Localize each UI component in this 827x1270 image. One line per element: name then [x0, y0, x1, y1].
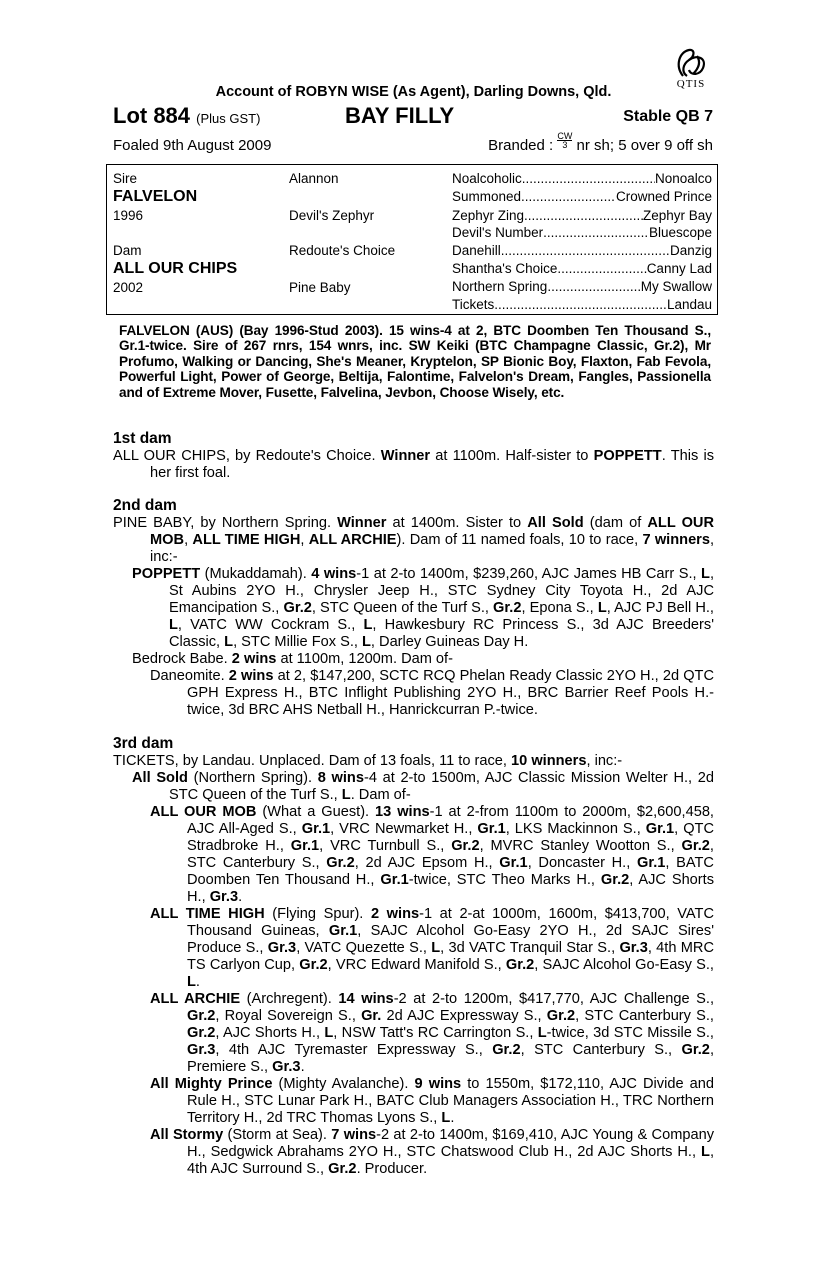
ancestor-row: Devil's Number ..... Bluescope [452, 225, 712, 240]
second-dam-text [113, 515, 714, 719]
produce-all-time-high: ALL TIME HIGH (Flying Spur). 2 wins-1 at 2-at 1000m, 1600m, $413,700, VATC Thousand Guineas, Gr.1, SAJC Alcohol Go-Easy 2YO H., 2d SAJC Sires' Produce S., Gr.3, VATC Quezette S., L, 3d VATC Tranquil Star S., Gr.3, 4th MRC TS Carlyon Cup, Gr.2, VRC Edward Manifold S., Gr.2, SAJC Alcohol Go-Easy S., L. [150, 906, 714, 990]
first-dam-line: ALL OUR CHIPS, by Redoute's Choice. Winner at 1100m. Half-sister to POPPETT. This is her first foal. [113, 448, 714, 481]
branded-label: Branded : [488, 137, 554, 154]
sire-summary: FALVELON (AUS) (Bay 1996-Stud 2003). 15 wins-4 at 2, BTC Doomben Ten Thousand S., Gr.1-twice. Sire of 267 rnrs, 154 wnrs, inc. SW Keiki (BTC Champagne Classic, Gr.2), Mr Profumo, Walking or Dancing, She's Meaner, Kryptelon, SP Bionic Boy, Flaxton, Fab Fevola, Powerful Light, Power of George, Beltija, Falontime, Falvelon's Dream, Fangles, Passionella and of Extreme Mover, Fusette, Falvelina, Jevbon, Choose Wisely, etc. [119, 323, 711, 400]
produce-all-sold: All Sold (Northern Spring). 8 wins-4 at 2-to 1500m, AJC Classic Mission Welter H., 2d STC Queen of the Turf S., L. Dam of- [132, 770, 715, 803]
gst-note: (Plus GST) [196, 111, 261, 126]
produce-all-archie: ALL ARCHIE (Archregent). 14 wins-2 at 2-to 1200m, $417,770, AJC Challenge S., Gr.2, Royal Sovereign S., Gr. 2d AJC Expressway S., Gr.2, STC Canterbury S., Gr.2, AJC Shorts H., L, NSW Tatt's RC Carrington S., L-twice, 3d STC Missile S., Gr.3, 4th AJC Tyremaster Expressway S., Gr.2, STC Canterbury S., Gr.2, Premiere S., Gr.3. [150, 991, 714, 1075]
ancestor-row: Summoned ..... Crowned Prince [452, 189, 712, 204]
produce-daneomite: Daneomite. 2 wins at 2, $147,200, SCTC RCQ Phelan Ready Classic 2YO H., 2d QTC GPH Express H., BTC Inflight Publishing 2YO H., BRC Barrier Reef Pools H.-twice, 3d BRC AHS Netball H., Hanrickcurran P.-twice. [150, 668, 714, 718]
sire-sire: Alannon [289, 171, 339, 186]
brand-mark-bottom: 3 [562, 140, 568, 150]
ancestor-row: Shantha's Choice ..... Canny Lad [452, 261, 712, 276]
pedigree-table [106, 164, 718, 315]
produce-poppett: POPPETT (Mukaddamah). 4 wins-1 at 2-to 1400m, $239,260, AJC James HB Carr S., L, St Aubins 2YO H., Chrysler Jeep H., STC Sydney City Toyota H., 2d AJC Emancipation S., Gr.2, STC Queen of the Turf S., Gr.2, Epona S., L, AJC PJ Bell H., L, VATC WW Cockram S., L, Hawkesbury RC Princess S., 3d AJC Breeders' Classic, L, STC Millie Fox S., L, Darley Guineas Day H. [132, 566, 714, 650]
dam-label: Dam [113, 243, 142, 258]
produce-all-stormy: All Stormy (Storm at Sea). 7 wins-2 at 2-to 1400m, $169,410, AJC Young & Company H., Sedgwick Abrahams 2YO H., STC Chatswood Club H., 2d AJC Shorts H., L, 4th AJC Surround S., Gr.2. Producer. [150, 1127, 714, 1177]
dam-sire: Redoute's Choice [289, 243, 396, 258]
sire-name: FALVELON [113, 188, 198, 205]
brand-mark [557, 132, 572, 149]
first-dam-heading: 1st dam [113, 430, 172, 447]
qtis-emblem-icon [673, 46, 709, 80]
lot-number [113, 103, 260, 129]
third-dam-intro: TICKETS, by Landau. Unplaced. Dam of 13 foals, 11 to race, 10 winners, inc:- [113, 753, 623, 769]
sire-year: 1996 [113, 208, 144, 223]
third-dam-heading: 3rd dam [113, 735, 174, 752]
horse-title: BAY FILLY [345, 103, 455, 128]
ancestor-row: Northern Spring ..... My Swallow [452, 279, 712, 294]
stable-code: Stable QB 7 [623, 108, 713, 125]
sire-label: Sire [113, 171, 138, 186]
dam-dam: Pine Baby [289, 280, 351, 295]
third-dam-text [113, 753, 714, 1178]
produce-bedrock-babe: Bedrock Babe. 2 wins at 1100m, 1200m. Dam of- [132, 651, 453, 667]
foaled-date: Foaled 9th August 2009 [113, 137, 272, 154]
ancestor-row: Danehill ..... Danzig [452, 243, 712, 258]
qtis-logo-text: QTIS [676, 78, 706, 90]
lot-label: Lot 884 [113, 103, 191, 128]
branded-rest: nr sh; 5 over 9 off sh [576, 137, 713, 154]
brand-mark-top: CW [557, 131, 573, 141]
vendor-account: Account of ROBYN WISE (As Agent), Darling Downs, Qld. [215, 84, 612, 100]
second-dam-heading: 2nd dam [113, 497, 177, 514]
ancestor-row: Noalcoholic ..... Nonoalco [452, 171, 712, 186]
produce-all-mighty-prince: All Mighty Prince (Mighty Avalanche). 9 wins to 1550m, $172,110, AJC Divide and Rule H., STC Lunar Park H., BATC Club Managers Association H., TRC Northern Territory H., 2d TRC Thomas Lyons S., L. [150, 1076, 715, 1126]
dam-name: ALL OUR CHIPS [113, 260, 238, 277]
first-dam-text [113, 448, 714, 482]
sire-dam: Devil's Zephyr [289, 208, 375, 223]
second-dam-intro: PINE BABY, by Northern Spring. Winner at 1400m. Sister to All Sold (dam of ALL OUR MOB, ALL TIME HIGH, ALL ARCHIE). Dam of 11 named foals, 10 to race, 7 winners, inc:- [113, 515, 715, 565]
ancestor-row: Zephyr Zing ..... Zephyr Bay [452, 208, 712, 223]
brand-description [488, 131, 713, 154]
produce-all-our-mob: ALL OUR MOB (What a Guest). 13 wins-1 at 2-from 1100m to 2000m, $2,600,458, AJC All-Aged S., Gr.1, VRC Newmarket H., Gr.1, LKS Mackinnon S., Gr.1, QTC Stradbroke H., Gr.1, VRC Turnbull S., Gr.2, MVRC Stanley Wootton S., Gr.2, STC Canterbury S., Gr.2, 2d AJC Epsom H., Gr.1, Doncaster H., Gr.1, BATC Doomben Ten Thousand H., Gr.1-twice, STC Theo Marks H., Gr.2, AJC Shorts H., Gr.3. [150, 804, 715, 905]
dam-year: 2002 [113, 280, 144, 295]
ancestor-row: Tickets ..... Landau [452, 297, 712, 312]
